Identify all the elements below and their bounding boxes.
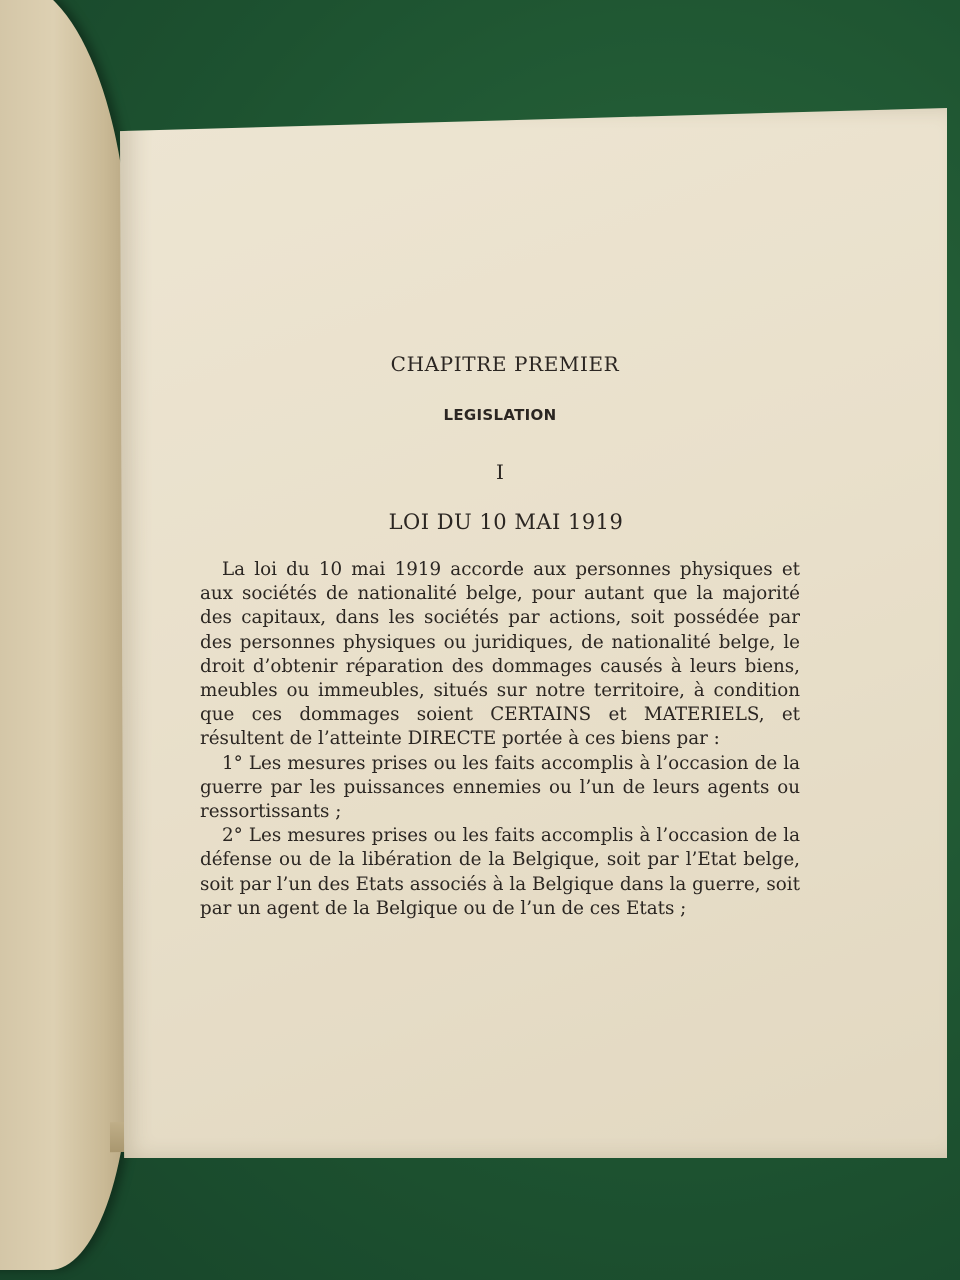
left-page-edge [0, 0, 130, 1270]
intro-paragraph: La loi du 10 mai 1919 accorde aux personnes physiques et aux sociétés de nationalité belge, pour autant que la majorité des capitaux, dans les sociétés par actions, soit possédée par des personnes physiques ou juridiques, de nationalité belge, le droit d’obtenir réparation des dommages causés à leurs biens, meubles ou immeubles, situés sur notre territoire, à condition que ces dommages soient CERTAINS et MATERIELS, et résultent de l’atteinte DIRECTE portée à ces biens par : [200, 559, 800, 750]
section-heading: LEGISLATION [443, 406, 557, 424]
page-content [200, 352, 800, 921]
chapter-heading: CHAPITRE PREMIER [390, 352, 620, 376]
section-numeral: I [496, 460, 504, 484]
list-item-2: 2° Les mesures prises ou les faits accomplis à l’occasion de la défense ou de la libération de la Belgique, soit par l’Etat belge, soit par l’un des Etats associés à la Belgique dans la guerre, soit par un agent de la Belgique ou de l’un de ces Etats ; [200, 825, 800, 919]
law-title: LOI DU 10 MAI 1919 [388, 510, 624, 534]
list-item-1: 1° Les mesures prises ou les faits accomplis à l’occasion de la guerre par les puissances ennemies ou l’un de leurs agents ou ressortissants ; [200, 752, 800, 823]
